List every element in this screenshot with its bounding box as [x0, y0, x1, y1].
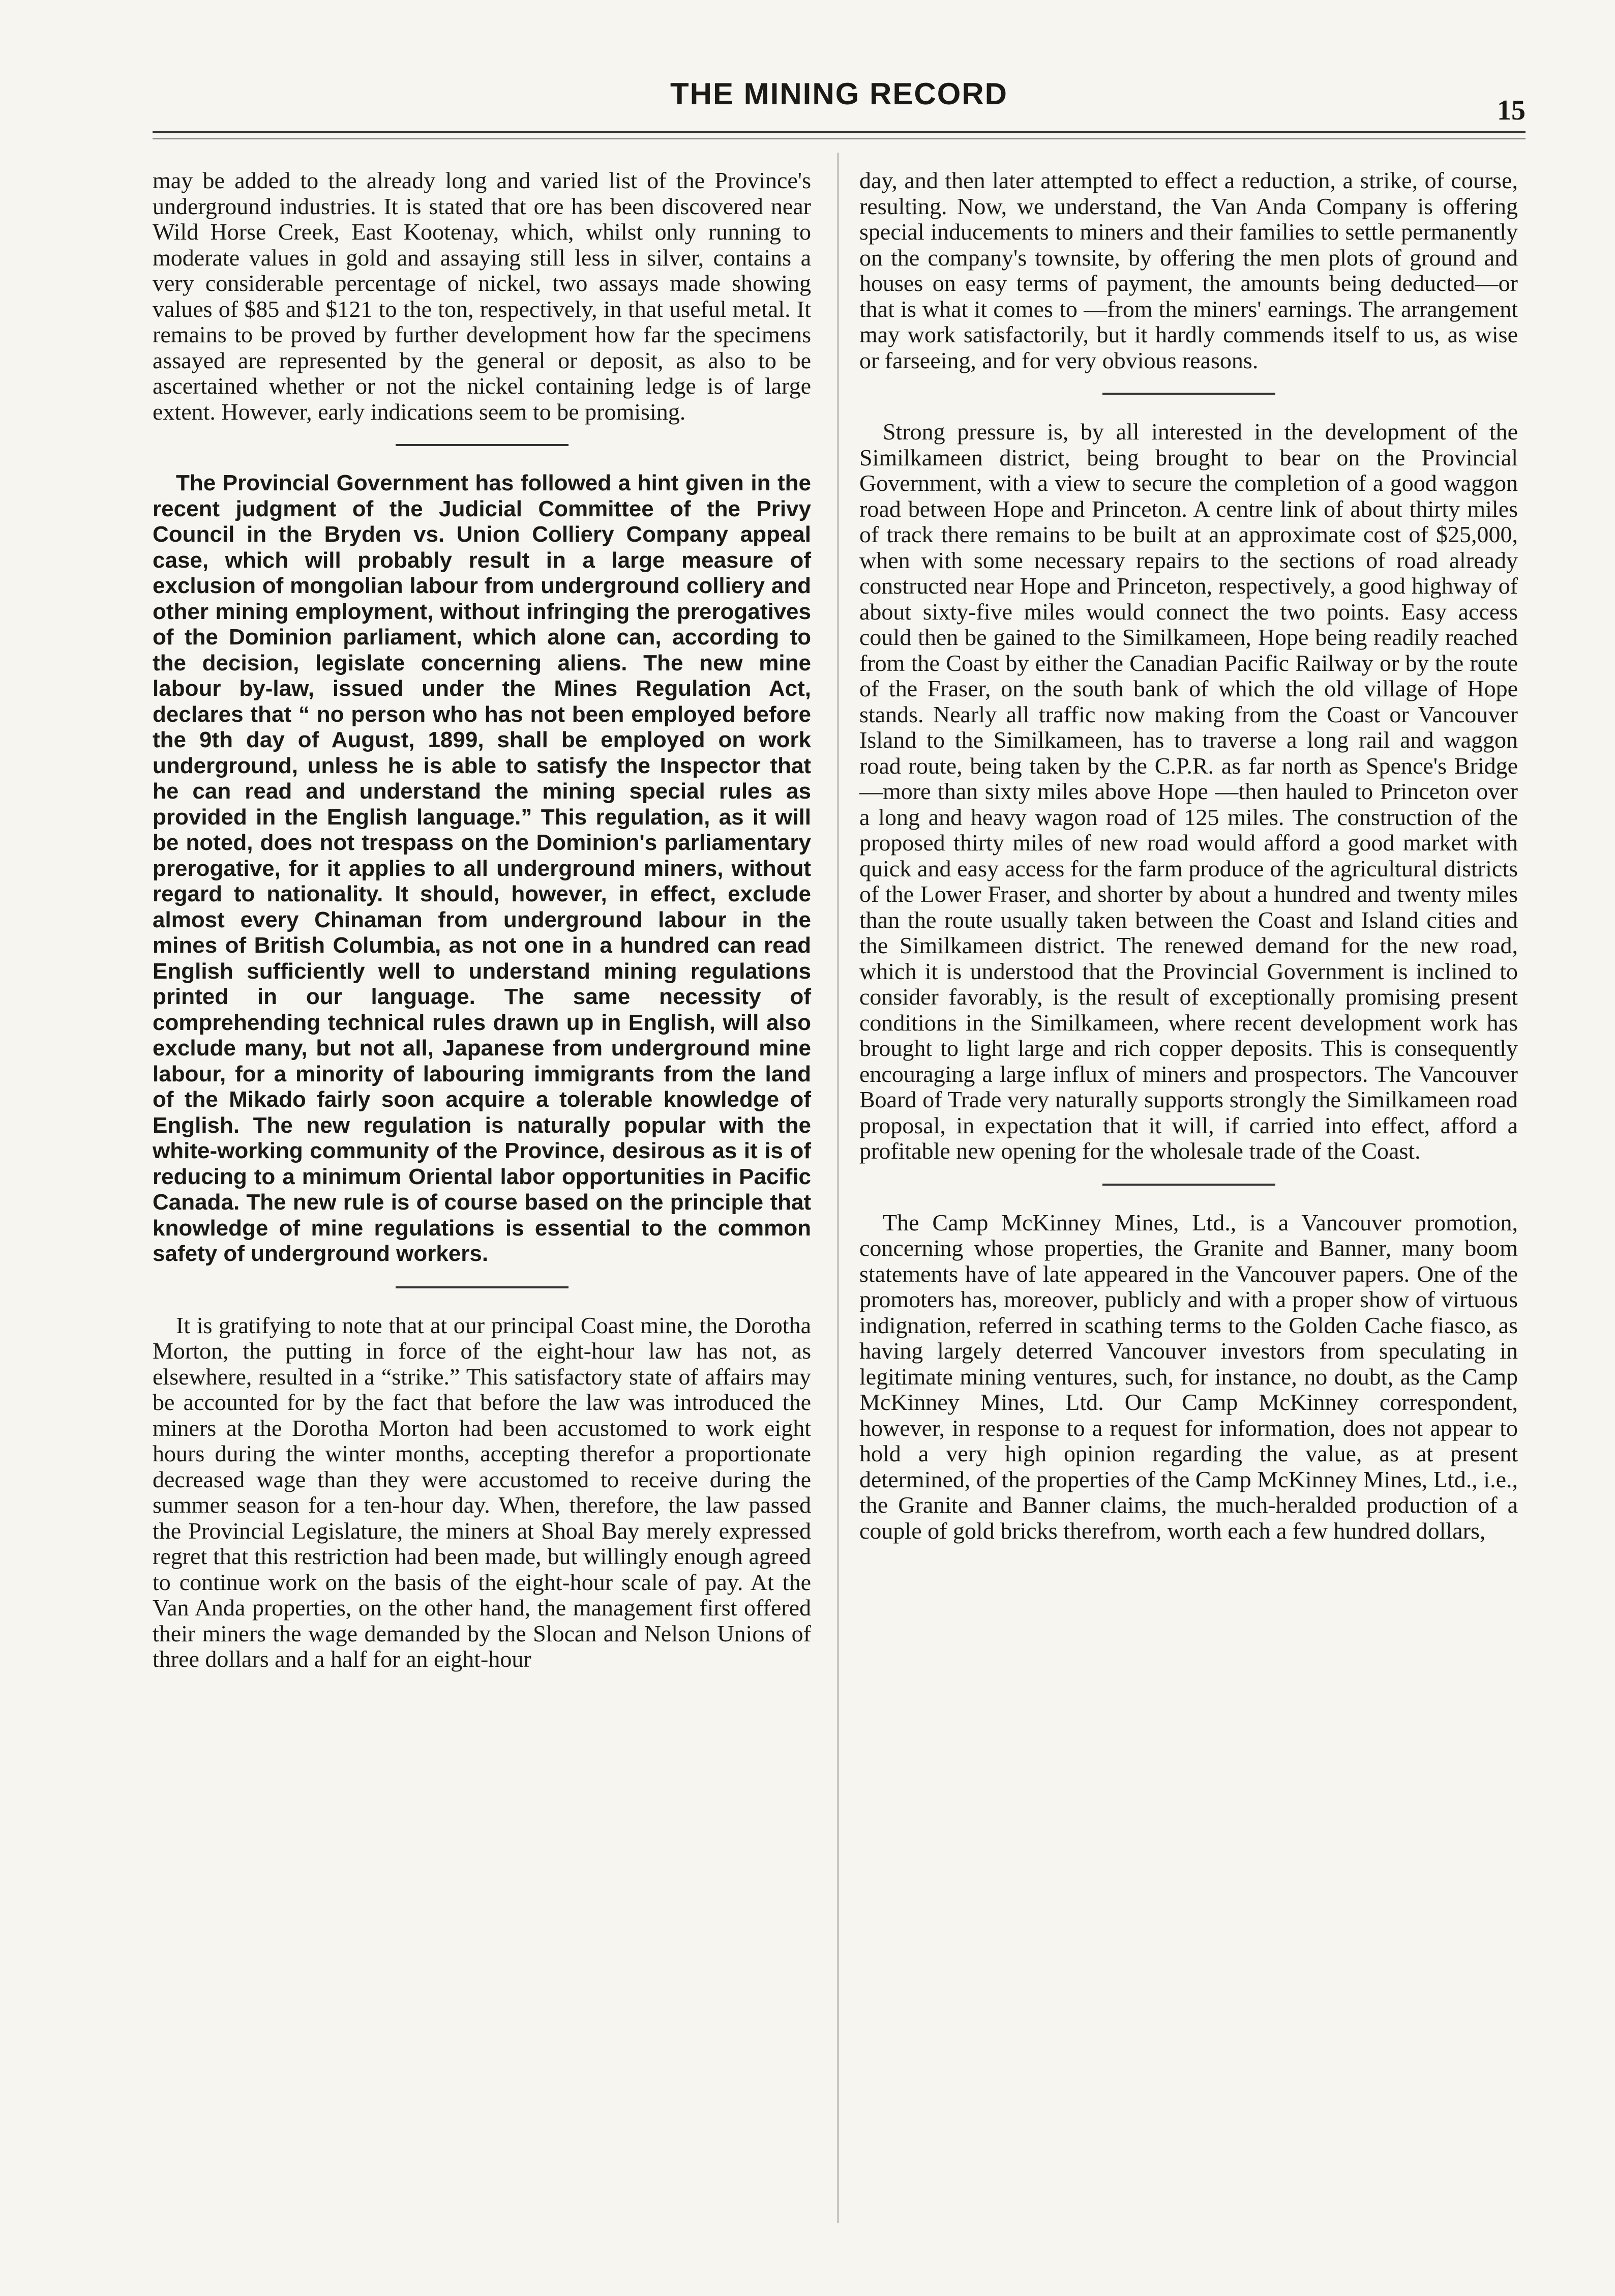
section-separator [396, 444, 569, 446]
paragraph-mine-labour-bylaw: The Provincial Government has followed a hint given in the recent judgment of the Judicial Committee of the Privy Council in the Bryden vs. Union Colliery Company appeal case, which will probably result in a large measure of exclusion of mongolian labour from underground colliery and other mining employment, without infringing the prerogatives of the Dominion parliament, which alone can, according to the decision, legislate concerning aliens. The new mine labour by-law, issued under the Mines Regulation Act, declares that “ no person who has not been employed before the 9th day of August, 1899, shall be employed on work underground, unless he is able to satisfy the Inspector that he can read and understand the mining special rules as provided in the English language.” This regulation, as it will be noted, does not trespass on the Dominion's parliamentary prerogative, for it applies to all underground miners, without regard to nationality. It should, however, in effect, exclude almost every Chinaman from underground labour in the mines of British Columbia, as not one in a hundred can read English sufficiently well to understand mining regulations printed in our language. The same necessity of comprehending technical rules drawn up in English, will also exclude many, but not all, Japanese from underground mine labour, for a minority of labouring immigrants from the land of the Mikado fairly soon acquire a tolerable knowledge of English. The new regulation is naturally popular with the white-working community of the Province, desirous as it is of reducing to a minimum Oriental labor opportunities in Pacific Canada. The new rule is of course based on the principle that knowledge of mine regulations is essential to the common safety of underground workers. [153, 470, 811, 1266]
section-separator [1102, 1184, 1275, 1186]
left-column [153, 168, 811, 1672]
header-rule-thin [153, 138, 1526, 139]
running-title: THE MINING RECORD [670, 77, 1008, 111]
section-separator [396, 1286, 569, 1288]
header-rule [153, 131, 1526, 133]
column-divider [838, 153, 839, 2223]
paragraph-similkameen-road: Strong pressure is, by all interested in the development of the Similkameen district, being brought to bear on the Provincial Government, with a view to secure the completion of a good waggon road between Hope and Princeton. A centre link of about thirty miles of track there remains to be built at an approximate cost of $25,000, when with some necessary repairs to the sections of road already constructed near Hope and Princeton, respectively, a good highway of about sixty-five miles would connect the two points. Easy access could then be gained to the Similkameen, Hope being readily reached from the Coast by either the Canadian Pacific Railway or by the route of the Fraser, on the south bank of which the old village of Hope stands. Nearly all traffic now making from the Coast or Vancouver Island to the Similkameen, has to traverse a long rail and waggon road route, being taken by the C.P.R. as far north as Spence's Bridge—more than sixty miles above Hope —then hauled to Princeton over a long and heavy wagon road of 125 miles. The construction of the proposed thirty miles of new road would afford a good market with quick and easy access for the farm produce of the agricultural districts of the Lower Fraser, and shorter by about a hundred and twenty miles than the route usually taken between the Coast and Island cities and the Similkameen district. The renewed demand for the new road, which it is understood that the Provincial Government is inclined to consider favorably, is the result of exceptionally promising present conditions in the Similkameen, where recent development work has brought to light large and rich copper deposits. This is consequently encouraging a large influx of miners and prospectors. The Vancouver Board of Trade very naturally supports strongly the Similkameen road proposal, in expectation that it will, if carried into effect, afford a profitable new opening for the wholesale trade of the Coast. [859, 419, 1518, 1164]
paragraph-nickel-discovery: may be added to the already long and varied list of the Province's underground industries. It is stated that ore has been discovered near Wild Horse Creek, East Kootenay, which, whilst only running to moderate values in gold and assaying still less in silver, contains a very considerable percentage of nickel, two assays made showing values of $85 and $121 to the ton, respectively, in that useful metal. It remains to be proved by further development how far the specimens assayed are represented by the general or deposit, as also to be ascertained whether or not the nickel containing ledge is of large extent. However, early indications seem to be promising. [153, 167, 811, 425]
paragraph-van-anda: day, and then later attempted to effect a reduction, a strike, of course, resulting. Now, we understand, the Van Anda Company is offering special inducements to miners and their families to settle permanently on the company's townsite, by offering the men plots of ground and houses on easy terms of payment, the amounts being deducted—or that is what it comes to —from the miners' earnings. The arrangement may work satisfactorily, but it hardly commends itself to us, as wise or farseeing, and for very obvious reasons. [859, 167, 1518, 373]
paragraph-camp-mckinney: The Camp McKinney Mines, Ltd., is a Vancouver promotion, concerning whose properties, the Granite and Banner, many boom statements have of late appeared in the Vancouver papers. One of the promoters has, moreover, publicly and with a proper show of virtuous indignation, referred in scathing terms to the Golden Cache fiasco, as having largely deterred Vancouver investors from speculating in legitimate mining ventures, such, for instance, no doubt, as the Camp McKinney Mines, Ltd. Our Camp McKinney correspondent, however, in response to a request for information, does not appear to hold a very high opinion regarding the value, as at present determined, of the properties of the Camp McKinney Mines, Ltd., i.e., the Granite and Banner claims, the much-heralded production of a couple of gold bricks therefrom, worth each a few hundred dollars, [859, 1209, 1518, 1544]
page-header [153, 0, 1526, 142]
paragraph-eight-hour-law: It is gratifying to note that at our principal Coast mine, the Dorotha Morton, the putting in force of the eight-hour law has not, as elsewhere, resulted in a “strike.” This satisfactory state of affairs may be accounted for by the fact that before the law was introduced the miners at the Dorotha Morton had been accustomed to work eight hours during the winter months, accepting therefor a proportionate decreased wage than they were accustomed to receive during the summer season for a ten-hour day. When, therefore, the law passed the Provincial Legislature, the miners at Shoal Bay merely expressed regret that this restriction had been made, but willingly enough agreed to continue work on the basis of the eight-hour scale of pay. At the Van Anda properties, on the other hand, the management first offered their miners the wage demanded by the Slocan and Nelson Unions of three dollars and a half for an eight-hour [153, 1312, 811, 1672]
right-column [859, 168, 1518, 1544]
page-number: 15 [1497, 95, 1526, 126]
section-separator [1102, 393, 1275, 395]
